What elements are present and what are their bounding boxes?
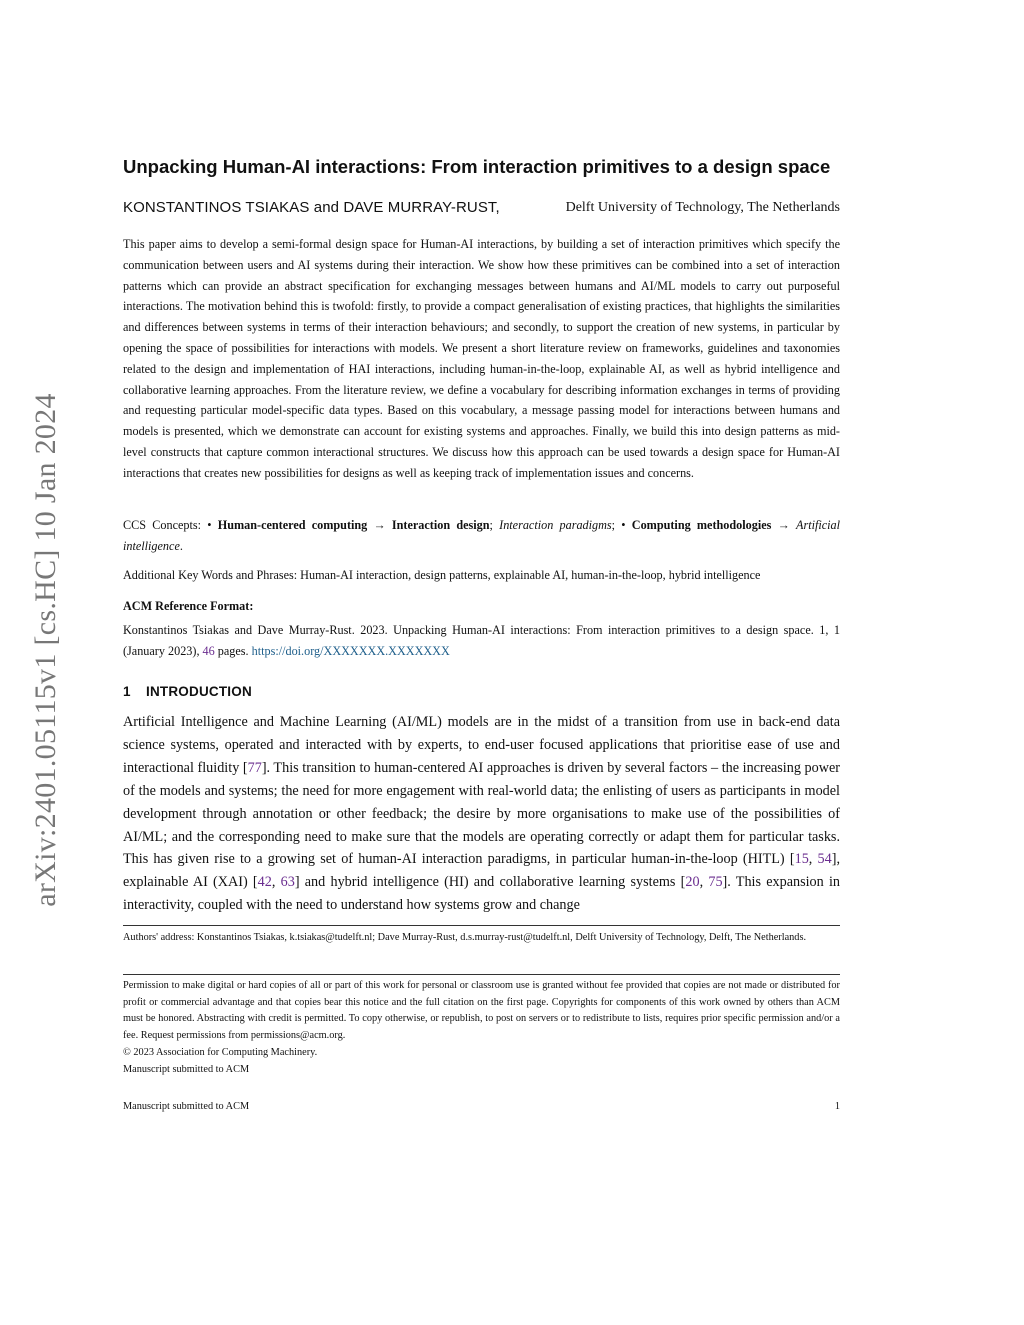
reference-format bbox=[123, 620, 840, 662]
citation-separator: , bbox=[271, 874, 281, 891]
citation-link[interactable]: 54 bbox=[817, 851, 832, 868]
ccs-concept-2: Computing methodologies → bbox=[631, 518, 790, 532]
paper-title: Unpacking Human-AI interactions: From interaction primitives to a design space bbox=[123, 156, 831, 177]
ccs-end: . bbox=[179, 539, 183, 553]
ccs-concept-2-sub: Artificial intelligence bbox=[123, 518, 841, 553]
citation-link[interactable]: 75 bbox=[708, 874, 723, 891]
section-number: 1 bbox=[123, 684, 131, 699]
permission-divider bbox=[123, 974, 840, 975]
section-heading bbox=[123, 684, 252, 699]
author-affiliation: Delft University of Technology, The Netherlands bbox=[565, 200, 840, 215]
intro-text: ], explainable AI (XAI) [ bbox=[123, 851, 841, 891]
citation-link[interactable]: 77 bbox=[247, 759, 262, 776]
citation-link[interactable]: 63 bbox=[280, 874, 295, 891]
abstract: This paper aims to develop a semi-formal design space for Human-AI interactions, by building a set of interaction primitives which specify the communication between users and AI systems during their interaction. We show how these primitives can be combined into a set of interaction patterns which can provide an abstract specification for exchanging messages between humans and AI/ML models to carry out purposeful interactions. The motivation behind this is twofold: firstly, to provide a compact generalisation of existing practices, that highlights the similarities and differences between systems in terms of their interaction behaviours; and secondly, to support the creation of new systems, in particular by opening the space of possibilities for interactions with models. We present a short literature review on frameworks, guidelines and taxonomies related to the design and implementation of HAI interactions, including human-in-the-loop, explainable AI, as well as hybrid intelligence and collaborative learning approaches. From the literature review, we define a vocabulary for describing information exchanges in terms of providing and requesting particular model-specific data types. Based on this vocabulary, a message passing model for interactions between humans and models is presented, which we demonstrate can account for existing systems and approaches. Finally, we build this into design patterns as mid-level constructs that capture common interactional structures. We discuss how this approach can be used towards a design space for Human-AI interactions that creates new possibilities for designs as well as keeping track of implementation issues and concerns. bbox=[123, 237, 840, 480]
intro-text: ] and hybrid intelligence (HI) and collaborative learning systems [ bbox=[294, 874, 686, 891]
ccs-concept-1-sub: Interaction paradigms bbox=[499, 518, 612, 532]
doi-link[interactable]: https://doi.org/XXXXXXX.XXXXXXX bbox=[251, 644, 450, 658]
pages-suffix: pages. bbox=[217, 644, 249, 658]
citation-separator: , bbox=[699, 874, 709, 891]
page-footer-left: Manuscript submitted to ACM bbox=[123, 1101, 250, 1112]
intro-text: ]. This expansion in interactivity, coupled with the need to understand how systems grow and change bbox=[123, 874, 841, 914]
author-names: KONSTANTINOS TSIAKAS and DAVE MURRAY-RUST, bbox=[123, 199, 500, 216]
ccs-concept-1: Human-centered computing → Interaction design bbox=[217, 518, 490, 532]
intro-text: Artificial Intelligence and Machine Learning (AI/ML) models are in the midst of a transition from use in back-end data science systems, operated and interacted with by experts, to end-user focused applications that prioritise ease of use and interactional fluidity [ bbox=[123, 714, 840, 776]
pages-link[interactable]: 46 bbox=[202, 644, 215, 658]
reference-text: Konstantinos Tsiakas and Dave Murray-Rust. 2023. Unpacking Human-AI interactions: From interaction primitives to a design space. 1, 1 (January 2023), bbox=[123, 623, 840, 658]
author-line bbox=[123, 199, 840, 217]
manuscript-note: Manuscript submitted to ACM bbox=[123, 1064, 250, 1075]
section-title: INTRODUCTION bbox=[146, 684, 252, 699]
ccs-separator: ; bbox=[489, 518, 500, 532]
reference-heading: ACM Reference Format: bbox=[123, 599, 254, 613]
ccs-label: CCS Concepts: • bbox=[123, 518, 212, 532]
citation-link[interactable]: 42 bbox=[257, 874, 272, 891]
authors-address: Authors' address: Konstantinos Tsiakas, k.tsiakas@tudelft.nl; Dave Murray-Rust, d.s.murray-rust@tudelft.nl, Delft University of Technology, Delft, The Netherlands. bbox=[123, 932, 807, 943]
intro-text: ]. This transition to human-centered AI approaches is driven by several factors – the increasing power of the models and systems; the need for more engagement with real-world data; the enlisting of users as participants in model development through annotation or other feedback; the desire by more organisations to make use of the possibilities of AI/ML; and the corresponding need to make sure that the models are operating correctly or adapt them for particular tasks. This has given rise to a growing set of human-AI interaction paradigms, in particular human-in-the-loop (HITL) [ bbox=[123, 759, 841, 868]
citation-link[interactable]: 20 bbox=[685, 874, 700, 891]
footnote-divider bbox=[123, 925, 840, 926]
ccs-separator: ; • bbox=[611, 518, 626, 532]
citation-separator: , bbox=[808, 851, 818, 868]
page-number: 1 bbox=[834, 1101, 840, 1112]
copyright-notice: © 2023 Association for Computing Machinery. bbox=[123, 1047, 318, 1058]
intro-paragraph bbox=[123, 711, 840, 917]
ccs-concepts bbox=[123, 515, 840, 557]
keywords: Additional Key Words and Phrases: Human-AI interaction, design patterns, explainable AI, human-in-the-loop, hybrid intelligence bbox=[123, 568, 761, 582]
permission-notice: Permission to make digital or hard copies of all or part of this work for personal or classroom use is granted without fee provided that copies are not made or distributed for profit or commercial advantage and that copies bear this notice and the full citation on the first page. Copyrights for components of this work owned by others than ACM must be honored. Abstracting with credit is permitted. To copy otherwise, or republish, to post on servers or to redistribute to lists, requires prior specific permission and/or a fee. Request permissions from permissions@acm.org. bbox=[123, 980, 840, 1042]
arxiv-identifier: arXiv:2401.05115v1 [cs.HC] 10 Jan 2024 bbox=[29, 393, 62, 907]
citation-link[interactable]: 15 bbox=[794, 851, 809, 868]
arxiv-sidebar bbox=[30, 360, 62, 940]
